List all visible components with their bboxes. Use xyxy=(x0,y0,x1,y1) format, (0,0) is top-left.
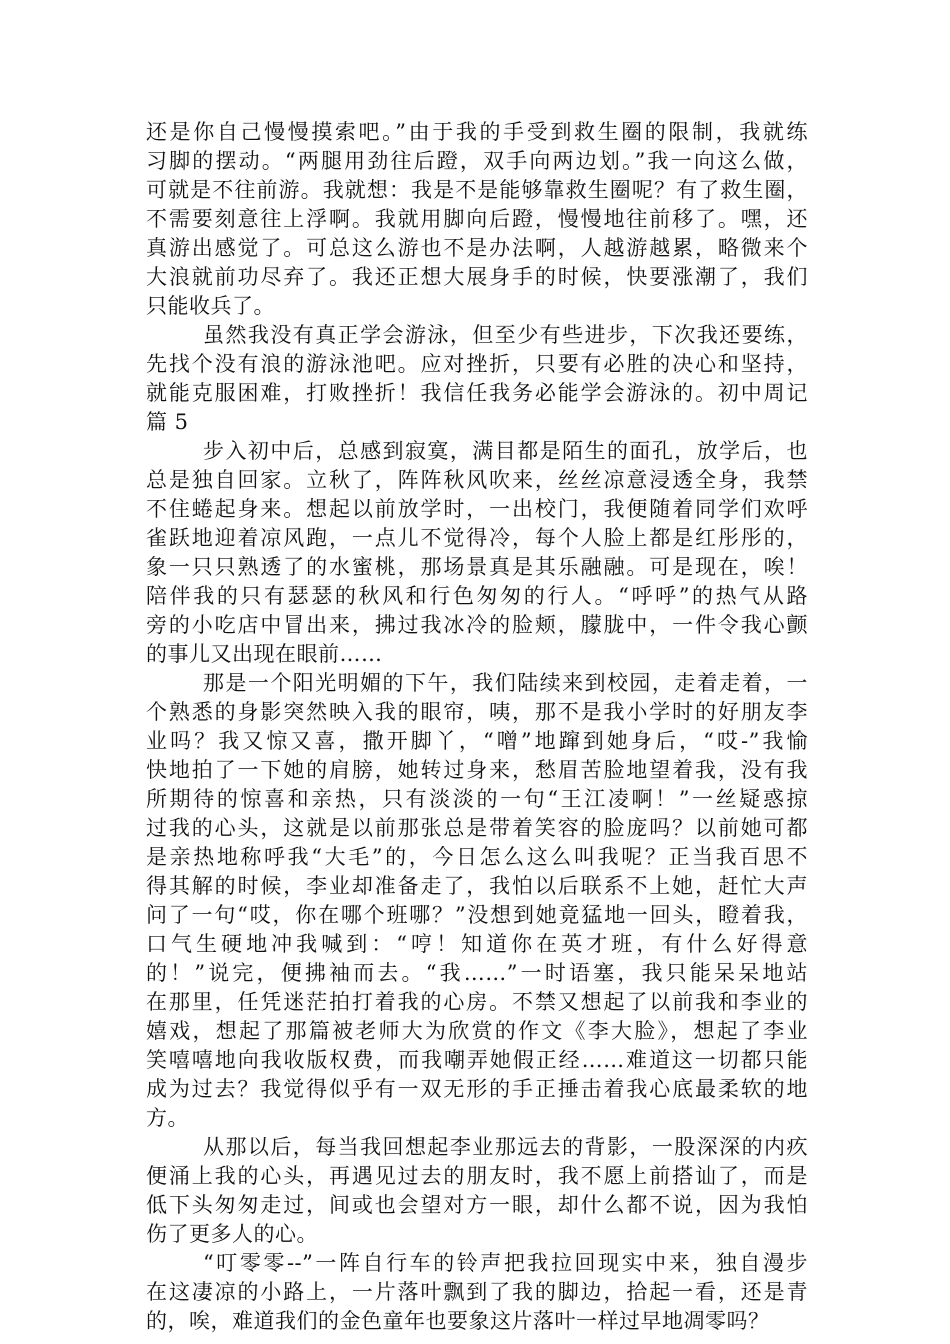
text-line: 所期待的惊喜和亲热，只有淡淡的一句“王江凌啊！”一丝疑惑掠 xyxy=(146,787,808,811)
text-line: 的事儿又出现在眼前…… xyxy=(146,642,383,666)
text-line: “叮零零--”一阵自行车的铃声把我拉回现实中来，独自漫步 xyxy=(203,1251,808,1275)
text-line: 方。 xyxy=(146,1106,189,1130)
text-line: 口气生硬地冲我喊到：“哼！知道你在英才班，有什么好得意 xyxy=(146,932,808,956)
text-line: 在那里，任凭迷茫拍打着我的心房。不禁又想起了以前我和李业的 xyxy=(146,990,808,1014)
text-line: 从那以后，每当我回想起李业那远去的背影，一股深深的内疚 xyxy=(203,1135,808,1159)
text-line: 嬉戏，想起了那篇被老师大为欣赏的作文《李大脸》，想起了李业 xyxy=(146,1019,808,1043)
text-line: 旁的小吃店中冒出来，拂过我冰冷的脸颊，朦胧中，一件令我心颤 xyxy=(146,613,808,637)
text-line: 业吗？我又惊又喜，撒开脚丫，“噌”地蹿到她身后，“哎-”我愉 xyxy=(146,729,808,753)
text-line: 在这凄凉的小路上，一片落叶飘到了我的脚边，拾起一看，还是青 xyxy=(146,1280,808,1304)
text-line: 问了一句“哎，你在哪个班哪？”没想到她竟猛地一回头，瞪着我， xyxy=(146,903,808,927)
text-line: 的，唉，难道我们的金色童年也要象这片落叶一样过早地凋零吗？ xyxy=(146,1309,770,1333)
text-line: 只能收兵了。 xyxy=(146,294,275,318)
text-line: 不住蜷起身来。想起以前放学时，一出校门，我便随着同学们欢呼 xyxy=(146,497,808,521)
text-line: 笑嘻嘻地向我收版权费，而我嘲弄她假正经……难道这一切都只能 xyxy=(146,1048,808,1072)
text-line: 先找个没有浪的游泳池吧。应对挫折，只要有必胜的决心和坚持， xyxy=(146,352,808,376)
text-line: 不需要刻意往上浮啊。我就用脚向后蹬，慢慢地往前移了。嘿，还 xyxy=(146,207,808,231)
text-line: 快地拍了一下她的肩膀，她转过身来，愁眉苦脸地望着我，没有我 xyxy=(146,758,808,782)
text-line: 过我的心头，这就是以前那张总是带着笑容的脸庞吗？以前她可都 xyxy=(146,816,808,840)
text-line: 伤了更多人的心。 xyxy=(146,1222,318,1246)
text-line: 总是独自回家。立秋了，阵阵秋风吹来，丝丝凉意浸透全身，我禁 xyxy=(146,468,808,492)
text-line: 象一只只熟透了的水蜜桃，那场景真是其乐融融。可是现在，唉！ xyxy=(146,555,808,579)
text-line: 那是一个阳光明媚的下午，我们陆续来到校园，走着走着，一 xyxy=(203,671,808,695)
text-line: 可就是不往前游。我就想：我是不是能够靠救生圈呢？有了救生圈， xyxy=(146,178,808,202)
text-line: 步入初中后，总感到寂寞，满目都是陌生的面孔，放学后，也 xyxy=(203,439,808,463)
text-block-swimming xyxy=(146,118,808,437)
text-block-essay-5 xyxy=(146,437,808,1336)
text-line: 习脚的摆动。“两腿用劲往后蹬，双手向两边划。”我一向这么做， xyxy=(146,149,808,173)
text-line: 大浪就前功尽弃了。我还正想大展身手的时候，快要涨潮了，我们 xyxy=(146,265,808,289)
text-line: 虽然我没有真正学会游泳，但至少有些进步，下次我还要练， xyxy=(203,323,808,347)
text-line: 还是你自己慢慢摸索吧。”由于我的手受到救生圈的限制，我就练 xyxy=(146,120,808,144)
text-line: 是亲热地称呼我“大毛”的，今日怎么这么叫我呢？正当我百思不 xyxy=(146,845,808,869)
text-line: 便涌上我的心头，再遇见过去的朋友时，我不愿上前搭讪了，而是 xyxy=(146,1164,808,1188)
text-line: 成为过去？我觉得似乎有一双无形的手正捶击着我心底最柔软的地 xyxy=(146,1077,808,1101)
text-line: 篇 5 xyxy=(146,410,189,434)
text-line: 低下头匆匆走过，间或也会望对方一眼，却什么都不说，因为我怕 xyxy=(146,1193,808,1217)
text-line: 陪伴我的只有瑟瑟的秋风和行色匆匆的行人。“呼呼”的热气从路 xyxy=(146,584,808,608)
text-line: 个熟悉的身影突然映入我的眼帘，咦，那不是我小学时的好朋友李 xyxy=(146,700,808,724)
text-line: 真游出感觉了。可总这么游也不是办法啊，人越游越累，略微来个 xyxy=(146,236,808,260)
text-line: 雀跃地迎着凉风跑，一点儿不觉得冷，每个人脸上都是红彤彤的， xyxy=(146,526,808,550)
text-line: 的！”说完，便拂袖而去。“我……”一时语塞，我只能呆呆地站 xyxy=(146,961,808,985)
text-line: 就能克服困难，打败挫折！我信任我务必能学会游泳的。初中周记 xyxy=(146,381,808,405)
text-line: 得其解的时候，李业却准备走了，我怕以后联系不上她，赶忙大声 xyxy=(146,874,808,898)
document-page xyxy=(146,0,808,1344)
